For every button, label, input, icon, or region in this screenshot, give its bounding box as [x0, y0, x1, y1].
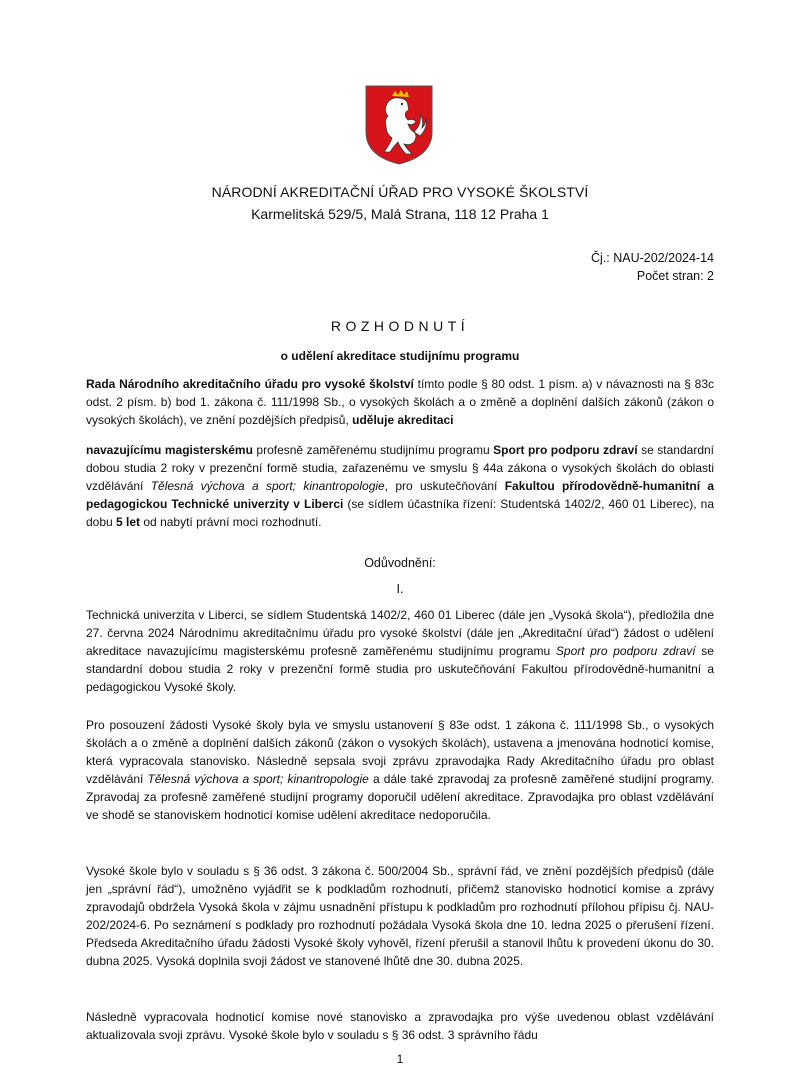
program-paragraph — [86, 441, 714, 531]
duration: 5 let — [116, 515, 141, 529]
program-name: Sport pro podporu zdraví — [493, 443, 638, 457]
page-number: 1 — [396, 1052, 404, 1066]
text-span: se standardní dobou studia 2 roky v prezenční formě studia, zařazenému ve smyslu § 44a zákona o vysokých školách do oblasti vzdělávání — [86, 443, 715, 493]
office-address: Karmelitská 529/5, Malá Strana, 118 12 Praha 1 — [251, 206, 549, 222]
grants-accreditation: uděluje akreditaci — [352, 413, 454, 427]
text-span: a dále také zpravodaj za profesně zaměřené studijní programy. Zpravodaj za profesně zaměřené studijní programy doporučil udělení akreditace. Zpravodajka pro oblast vzdělávání ve shodě se stanoviskem hodnoticí komise udělení akreditace nedoporučila. — [86, 772, 714, 822]
application-paragraph — [86, 606, 714, 696]
text-span: , pro uskutečňování — [384, 479, 505, 493]
council-name: Rada Národního akreditačního úřadu pro vysoké školství — [86, 377, 414, 391]
office-name: NÁRODNÍ AKREDITAČNÍ ÚŘAD PRO VYSOKÉ ŠKOLSTVÍ — [211, 184, 589, 200]
text-span: od nabytí právní moci rozhodnutí. — [140, 515, 322, 529]
text-span: (se sídlem účastníka řízení: Studentská 1402/2, 460 01 Liberec), na dobu — [86, 497, 715, 529]
text-span: tímto podle § 80 odst. 1 písm. a) v návaznosti na § 83c odst. 2 písm. b) bod 1. zákona č. 111/1998 Sb., o vysokých školách a o změně a doplnění dalších zákonů (zákon o vysokých školách), ve znění pozdějších předpisů, — [86, 377, 714, 427]
field-of-education: Tělesná výchova a sport; kinantropologie — [150, 479, 385, 493]
faculty-name: Fakultou přírodovědně-humanitní a pedagogickou Technické univerzity v Liberci — [86, 479, 715, 511]
text-span: Technická univerzita v Liberci, se sídlem Studentská 1402/2, 460 01 Liberec (dále jen „Vysoká škola“), předložila dne 27. června 2024 Národnímu akreditačnímu úřadu pro vysoké školství (dále jen „Akreditační úřad“) žádost o udělení akreditace navazujícímu magisterskému profesně zaměřenému studijnímu programu — [86, 608, 714, 658]
procedure-paragraph: Vysoké škole bylo v souladu s § 36 odst. 3 zákona č. 500/2004 Sb., správní řád, ve znění pozdějších předpisů (dále jen „správní řád“), umožněno vyjádřit se k podkladům rozhodnutí, přičemž stanovisko hodnoticí komise a zprávy zpravodajů obdržela Vysoká škola v zájmu usnadnění přístupu k podkladům pro rozhodnutí přílohou přípisu čj. NAU-202/2024-6. Po seznámení s podklady pro rozhodnutí požádala Vysoká škola dne 10. ledna 2025 o přerušení řízení. Předseda Akreditačního úřadu žádosti Vysoké školy vyhověl, řízení přerušil a stanovil lhůtu k provedení úkonu do 30. dubna 2025. Vysoká doplnila svoji žádost ve stanovené lhůtě dne 30. dubna 2025. — [86, 864, 714, 968]
decision-title: ROZHODNUTÍ — [330, 318, 470, 334]
field-of-education: Tělesná výchova a sport; kinantropologie — [147, 772, 369, 786]
follow-up-paragraph: Následně vypracovala hodnoticí komise nové stanovisko a zpravodajka pro výše uvedenou oblast vzdělávání aktualizovala svoji zprávu. Vysoké škole bylo v souladu s § 36 odst. 3 správního řádu — [86, 1010, 714, 1042]
reference-number: Čj.: NAU-202/2024-14 — [591, 251, 714, 265]
bold-span: navazujícímu magisterskému — [86, 443, 253, 457]
section-number: I. — [396, 582, 404, 596]
text-span: Pro posouzení žádosti Vysoké školy byla ve smyslu ustanovení § 83e odst. 1 zákona č. 111/1998 Sb., o vysokých školách a o změně a doplnění dalších zákonů (zákon o vysokých školách), ustavena a jmenována hodnoticí komise, která vypracovala stanovisko. Následně sepsala svoji zprávu zpravodajka Rady Akreditačního úřadu pro oblast vzdělávání — [86, 718, 714, 786]
evaluation-paragraph — [86, 716, 714, 824]
decision-subtitle: o udělení akreditace studijnímu programu — [280, 349, 520, 363]
text-span: profesně zaměřenému studijnímu programu — [252, 443, 494, 457]
reasoning-heading: Odůvodnění: — [364, 556, 436, 570]
program-name-italic: Sport pro podporu zdraví — [555, 644, 696, 658]
reference-block — [591, 249, 714, 285]
page-count: Počet stran: 2 — [636, 269, 714, 283]
text-span: se standardní dobou studia 2 roky v prezenční formě studia pro uskutečňování Fakultou přírodovědně-humanitní a pedagogickou Vysoké školy. — [86, 644, 714, 694]
czech-lion-emblem-icon — [364, 84, 434, 166]
decision-paragraph — [86, 375, 714, 429]
